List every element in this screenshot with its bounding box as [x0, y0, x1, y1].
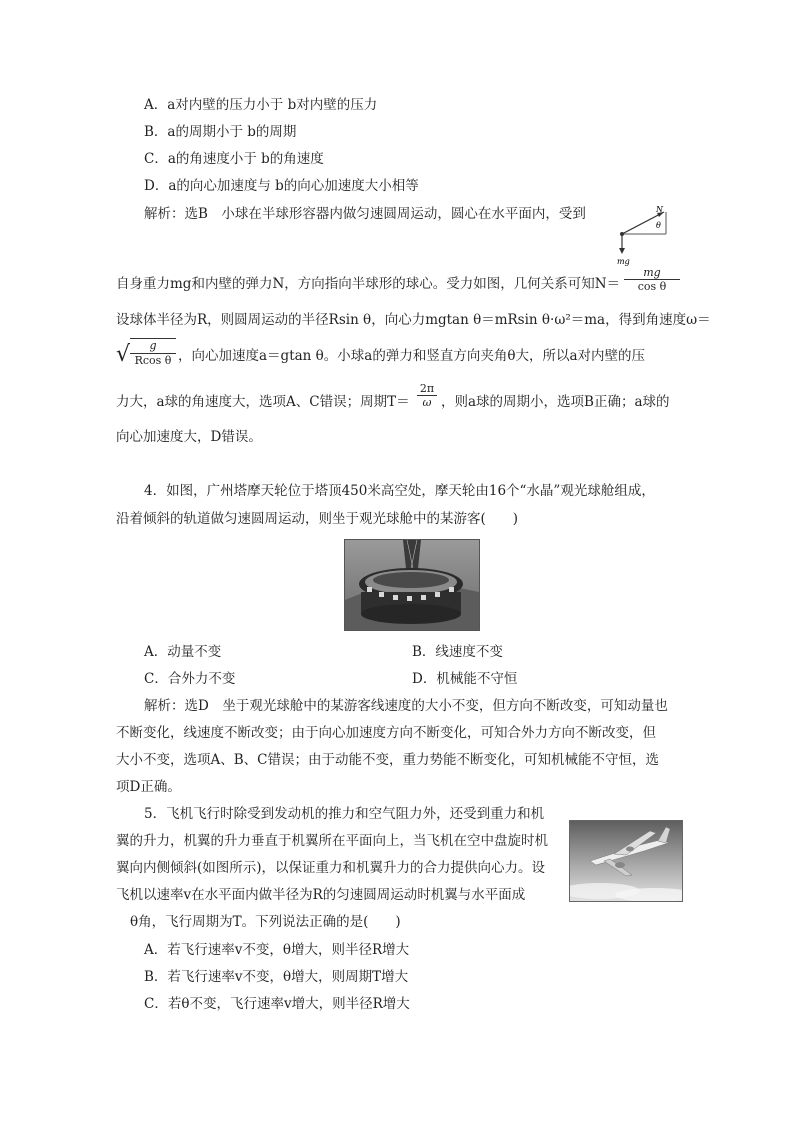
q3-option-d: D．a的向心加速度与 b的向心加速度大小相等 — [144, 178, 419, 194]
q4-stem-line2: 沿着倾斜的轨道做匀速圆周运动，则坐于观光球舱中的某游客( ) — [116, 511, 519, 527]
label-mg: mg — [617, 257, 630, 266]
q5-stem-line2: 翼的升力，机翼的升力垂直于机翼所在平面向上，当飞机在空中盘旋时机 — [116, 833, 548, 849]
q3-option-b: B．a的周期小于 b的周期 — [144, 124, 297, 140]
q5-stem-line4: 飞机以速率v在水平面内做半径为R的匀速圆周运动时机翼与水平面成 — [116, 887, 526, 903]
q4-option-a: A．动量不变 — [144, 644, 222, 660]
q4-option-c: C．合外力不变 — [144, 671, 236, 687]
fraction-N-denominator: cos θ — [624, 279, 680, 293]
sqrt-numerator: g — [149, 339, 157, 352]
q5-stem-line1: 5．飞机飞行时除受到发动机的推力和空气阻力外，还受到重力和机 — [144, 806, 545, 822]
q5-option-b: B．若飞行速率v不变，θ增大，则周期T增大 — [144, 969, 409, 985]
q4-explanation-line1: 解析：选D 坐于观光球舱中的某游客线速度的大小不变，但方向不断改变，可知动量也 — [144, 698, 668, 714]
q4-option-b: B．线速度不变 — [412, 644, 503, 660]
fraction-N — [624, 266, 680, 293]
q4-explanation-line2: 不断变化，线速度不断改变；由于向心加速度方向不断变化，可知合外力方向不断改变，但 — [116, 725, 656, 741]
q5-option-a: A．若飞行速率v不变，θ增大，则半径R增大 — [144, 942, 410, 958]
q3-explanation-line2: 自身重力mg和内壁的弹力N，方向指向半球形的球心。受力如图，几何关系可知N＝ — [116, 276, 621, 292]
q3-explanation-line3: 设球体半径为R，则圆周运动的半径Rsin θ，向心力mgtan θ＝mRsin θ·ω²＝ma，得到角速度ω＝ — [116, 312, 711, 328]
fraction-T-numerator: 2π — [419, 382, 435, 395]
q3-explanation-line7: 向心加速度大，D错误。 — [116, 429, 262, 445]
label-N: N — [656, 205, 663, 214]
fraction-N-numerator: mg — [643, 266, 661, 279]
q5-option-c: C．若θ不变，飞行速率v增大，则半径R增大 — [144, 996, 410, 1012]
label-theta: θ — [656, 221, 661, 230]
q4-explanation-line4: 项D正确。 — [116, 779, 181, 795]
q4-option-d: D．机械能不守恒 — [412, 671, 518, 687]
q3-option-c: C．a的角速度小于 b的角速度 — [144, 151, 324, 167]
airplane-photo — [569, 820, 683, 902]
force-diagram — [612, 202, 674, 266]
sqrt-denominator: Rcos θ — [130, 353, 176, 368]
q3-explanation-line1: 解析：选B 小球在半球形容器内做匀速圆周运动，圆心在水平面内，受到 — [144, 206, 586, 222]
fraction-T — [417, 382, 437, 409]
q3-explanation-line4: ，向心加速度a＝gtan θ。小球a的弹力和竖直方向夹角θ大，所以a对内壁的压 — [178, 348, 646, 364]
canton-tower-photo — [344, 539, 480, 631]
q3-explanation-line6: ，则a球的周期小，选项B正确；a球的 — [441, 394, 670, 410]
q3-explanation-line5: 力大，a球的角速度大，选项A、C错误；周期T＝ — [116, 394, 410, 410]
sqrt-expression — [116, 338, 178, 372]
q3-option-a: A．a对内壁的压力小于 b对内壁的压力 — [144, 97, 378, 113]
q4-stem-line1: 4．如图，广州塔摩天轮位于塔顶450米高空处，摩天轮由16个“水晶”观光球舱组成， — [144, 483, 655, 499]
q4-explanation-line3: 大小不变，选项A、B、C错误；由于动能不变，重力势能不断变化，可知机械能不守恒，选 — [116, 752, 659, 768]
q5-stem-line5: θ角，飞行周期为T。下列说法正确的是( ) — [130, 914, 401, 930]
q5-stem-line3: 翼向内侧倾斜(如图所示)，以保证重力和机翼升力的合力提供向心力。设 — [116, 860, 546, 876]
fraction-T-denominator: ω — [417, 395, 437, 409]
sqrt-sign: √ — [116, 342, 131, 367]
